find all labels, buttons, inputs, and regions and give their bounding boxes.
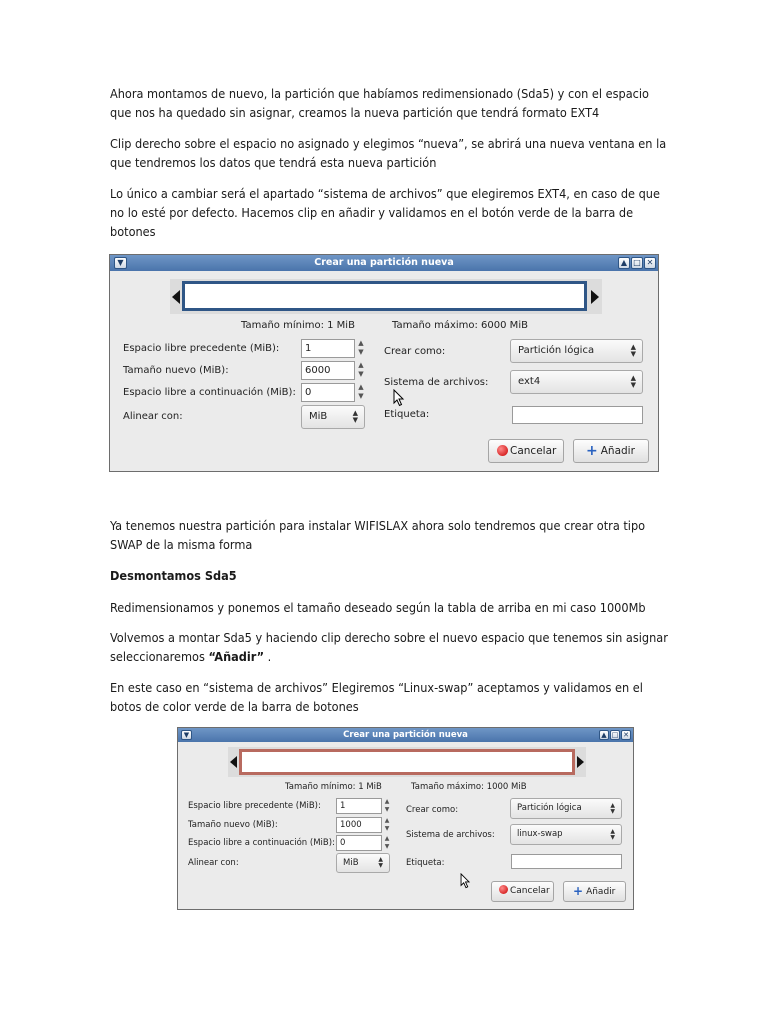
cancel-button[interactable] — [488, 439, 564, 463]
align-select[interactable] — [301, 405, 365, 429]
maximize-icon[interactable]: □ — [611, 731, 619, 739]
free-before-input[interactable]: 1 — [336, 798, 382, 814]
tag-label: Etiqueta: — [384, 409, 430, 420]
paragraph-7 — [110, 628, 670, 666]
create-as-label: Crear como: — [406, 805, 459, 815]
filesystem-select[interactable] — [510, 370, 643, 394]
add-button[interactable] — [563, 881, 626, 902]
close-icon[interactable]: ✕ — [644, 257, 656, 269]
left-resize-handle[interactable] — [172, 290, 180, 304]
partition-size-bar[interactable] — [228, 747, 586, 777]
create-as-value: Partición lógica — [518, 345, 595, 356]
paragraph-8: En este caso en “sistema de archivos” Elegiremos “Linux-swap” aceptamos y validamos en el botos de color verde de la barra de botones — [110, 680, 643, 714]
updown-chevron-icon: ▲ ▼ — [610, 827, 615, 841]
align-label: Alinear con: — [188, 858, 239, 868]
create-as-label: Crear como: — [384, 346, 446, 357]
dialog-title: Crear una partición nueva — [343, 730, 468, 740]
align-select-value: MiB — [309, 411, 328, 422]
min-size-label: Tamaño mínimo: 1 MiB — [285, 782, 382, 792]
free-before-label: Espacio libre precedente (MiB): — [188, 801, 321, 811]
updown-chevron-icon: ▲ ▼ — [610, 801, 615, 815]
right-resize-handle[interactable] — [577, 756, 584, 768]
partition-size-bar[interactable] — [170, 279, 602, 314]
arrow-up-icon[interactable]: ▲ — [618, 257, 630, 269]
red-circle-icon — [497, 445, 508, 456]
tag-input[interactable] — [511, 854, 622, 869]
free-before-input[interactable]: 1 — [301, 339, 355, 358]
create-as-value: Partición lógica — [517, 803, 582, 813]
free-before-label: Espacio libre precedente (MiB): — [123, 343, 280, 354]
right-resize-handle[interactable] — [591, 290, 599, 304]
free-after-label: Espacio libre a continuación (MiB): — [123, 387, 296, 398]
close-icon[interactable]: ✕ — [621, 730, 631, 740]
add-button[interactable] — [573, 439, 649, 463]
max-size-label: Tamaño máximo: 1000 MiB — [411, 782, 527, 792]
new-size-label: Tamaño nuevo (MiB): — [188, 820, 278, 830]
filesystem-label: Sistema de archivos: — [406, 830, 495, 840]
new-size-input[interactable]: 6000 — [301, 361, 355, 380]
arrow-up-icon[interactable]: ▲ — [599, 730, 609, 740]
paragraph-7-text: Volvemos a montar Sda5 y haciendo clip derecho sobre el nuevo espacio que tenemos sin asignar seleccionaremos — [110, 630, 668, 664]
paragraph-6: Redimensionamos y ponemos el tamaño deseado según la tabla de arriba en mi caso 1000Mb — [110, 600, 646, 615]
cancel-button-label: Cancelar — [510, 445, 557, 457]
max-size-label: Tamaño máximo: 6000 MiB — [392, 320, 528, 331]
mouse-pointer-icon — [393, 389, 405, 407]
filesystem-label: Sistema de archivos: — [384, 377, 489, 388]
add-button-label: Añadir — [600, 445, 635, 457]
create-as-select[interactable] — [510, 798, 622, 819]
partition-block[interactable] — [239, 749, 575, 775]
paragraph-2: Clip derecho sobre el espacio no asignado y elegimos “nueva”, se abrirá una nueva ventana en la que tendremos los datos que tendrá esta nueva partición — [110, 136, 667, 170]
align-label: Alinear con: — [123, 411, 183, 422]
partition-block[interactable] — [182, 281, 587, 311]
new-size-label: Tamaño nuevo (MiB): — [123, 365, 229, 376]
paragraph-1: Ahora montamos de nuevo, la partición que habíamos redimensionado (Sda5) y con el espacio que nos ha quedado sin asignar, creamos la nueva partición que tendrá formato EXT4 — [110, 86, 649, 120]
free-after-input[interactable]: 0 — [301, 383, 355, 402]
updown-chevron-icon: ▲ ▼ — [630, 343, 636, 358]
dialog-title: Crear una partición nueva — [314, 257, 454, 268]
mouse-pointer-icon — [460, 873, 471, 889]
filesystem-value: linux-swap — [517, 829, 563, 839]
paragraph-3: Lo único a cambiar será el apartado “sistema de archivos” que elegiremos EXT4, en caso de que no lo esté por defecto. Hacemos clip en añadir y validamos en el botón verde de la barra de botones — [110, 186, 660, 239]
dialog-titlebar — [110, 255, 658, 271]
create-partition-dialog-swap — [177, 727, 634, 910]
left-resize-handle[interactable] — [230, 756, 237, 768]
align-select-value: MiB — [343, 858, 359, 868]
free-after-input[interactable]: 0 — [336, 835, 382, 851]
free-before-stepper[interactable]: ▲ ▼ — [358, 339, 364, 356]
new-size-stepper[interactable]: ▲ ▼ — [358, 361, 364, 378]
cancel-button-label: Cancelar — [510, 886, 550, 896]
red-circle-icon — [499, 885, 508, 894]
free-after-stepper[interactable]: ▲ ▼ — [358, 383, 364, 400]
create-partition-dialog-ext4 — [109, 254, 659, 472]
free-after-stepper[interactable]: ▲ ▼ — [384, 835, 390, 850]
cancel-button[interactable] — [491, 881, 554, 902]
tag-label: Etiqueta: — [406, 858, 445, 868]
maximize-icon[interactable]: □ — [631, 257, 643, 269]
filesystem-select[interactable] — [510, 824, 622, 845]
min-size-label: Tamaño mínimo: 1 MiB — [241, 320, 355, 331]
dialog-titlebar — [178, 728, 633, 742]
align-select[interactable] — [336, 853, 390, 873]
free-before-stepper[interactable]: ▲ ▼ — [384, 798, 390, 813]
plus-icon: + — [573, 884, 584, 898]
paragraph-4: Ya tenemos nuestra partición para instalar WIFISLAX ahora solo tendremos que crear otra tipo SWAP de la misma forma — [110, 518, 646, 552]
paragraph-5: Desmontamos Sda5 — [110, 568, 237, 583]
updown-chevron-icon: ▲ ▼ — [378, 856, 383, 869]
updown-chevron-icon: ▲ ▼ — [352, 409, 358, 424]
free-after-label: Espacio libre a continuación (MiB): — [188, 838, 335, 848]
create-as-select[interactable] — [510, 339, 643, 363]
chevron-down-icon[interactable]: ▼ — [114, 257, 127, 269]
updown-chevron-icon: ▲ ▼ — [630, 374, 636, 389]
new-size-input[interactable]: 1000 — [336, 817, 382, 833]
paragraph-7-bold: “Añadir” — [208, 649, 265, 664]
tag-input[interactable] — [512, 406, 643, 424]
filesystem-value: ext4 — [518, 376, 541, 387]
plus-icon: + — [586, 443, 598, 459]
chevron-down-icon[interactable]: ▼ — [181, 730, 192, 740]
paragraph-7-end: . — [264, 649, 272, 664]
new-size-stepper[interactable]: ▲ ▼ — [384, 817, 390, 832]
add-button-label: Añadir — [586, 887, 616, 897]
